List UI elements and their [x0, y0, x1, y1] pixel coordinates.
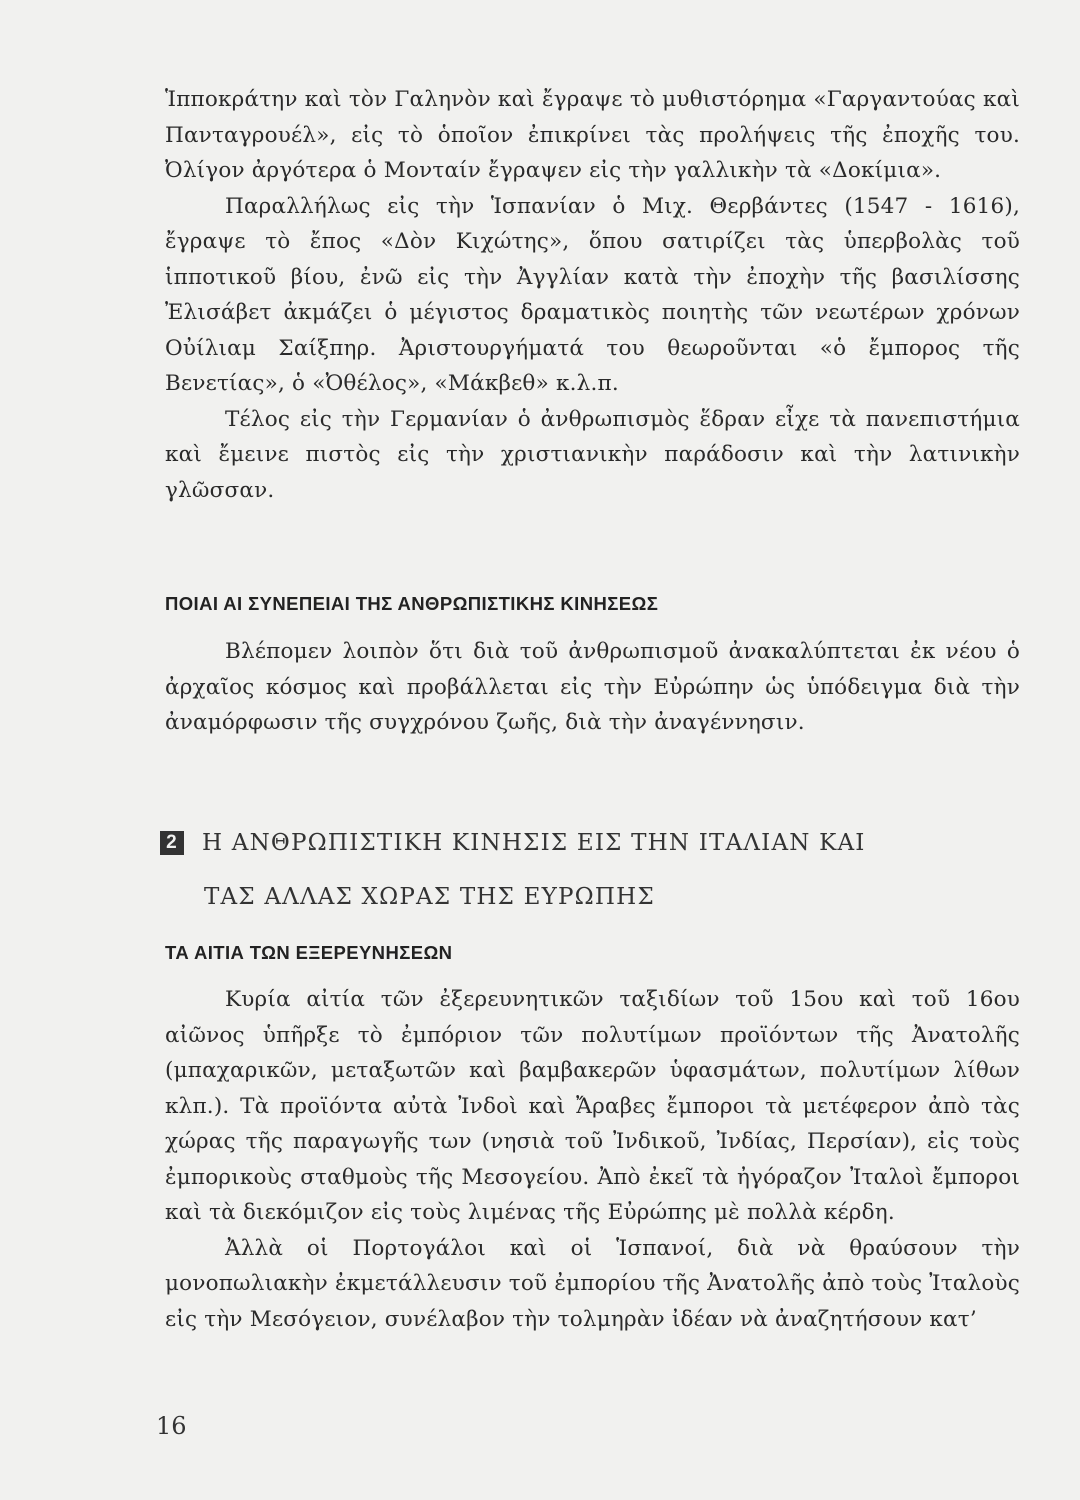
- chapter-title-line1-text: Η ΑΝΘΡΩΠΙΣΤΙΚΗ ΚΙΝΗΣΙΣ ΕΙΣ ΤΗΝ ΙΤΑΛΙΑΝ ΚΑΙ: [202, 830, 866, 856]
- chapter-number-badge: 2: [160, 831, 184, 855]
- page-number: 16: [156, 1412, 187, 1440]
- paragraph-germany: Τέλος εἰς τὴν Γερμανίαν ὁ ἀνθρωπισμὸς ἕδραν εἶχε τὰ πανεπιστήμια καὶ ἔμεινε πιστὸς εἰς τὴν χριστιανικὴν παράδοσιν καὶ τὴν λατινικὴν γλῶσσαν.: [165, 406, 1020, 503]
- text-block-causes: [165, 982, 1020, 1337]
- chapter-title-line1: [160, 830, 1020, 856]
- paragraph-causes: Κυρία αἰτία τῶν ἐξερευνητικῶν ταξιδίων τοῦ 15ου καὶ τοῦ 16ου αἰῶνος ὑπῆρξε τὸ ἐμπόριον τῶν πολυτίμων προϊόντων τῆς Ἀνατολῆς (μπαχαρικῶν, μεταξωτῶν καὶ βαμβακερῶν ὑφασμάτων, πολυτίμων λίθων κλπ.). Τὰ προϊόντα αὐτὰ Ἰνδοὶ καὶ Ἄραβες ἔμποροι τὰ μετέφερον ἀπὸ τὰς χώρας τῆς παραγωγῆς των (νησιὰ τοῦ Ἰνδικοῦ, Ἰνδίας, Περσίαν), εἰς τοὺς ἐμπορικοὺς σταθμοὺς τῆς Μεσογείου. Ἀπὸ ἐκεῖ τὰ ἠγόραζον Ἰταλοὶ ἔμποροι καὶ τὰ διεκόμιζον εἰς τοὺς λιμένας τῆς Εὐρώπης μὲ πολλὰ κέρδη.: [165, 987, 1020, 1225]
- paragraph-portuguese-spanish: Ἀλλὰ οἱ Πορτογάλοι καὶ οἱ Ἱσπανοί, διὰ νὰ θραύσουν τὴν μονοπωλιακὴν ἐκμετάλλευσιν τοῦ ἐμπορίου τῆς Ἀνατολῆς ἀπὸ τοὺς Ἰταλοὺς εἰς τὴν Μεσόγειον, συνέλαβον τὴν τολμηρὰν ἰδέαν νὰ ἀναζητήσουν κατ’: [165, 1235, 1020, 1332]
- paragraph-cervantes-shakespeare: Παραλλήλως εἰς τὴν Ἱσπανίαν ὁ Μιχ. Θερβάντες (1547 - 1616), ἔγραψε τὸ ἔπος «Δὸν Κιχώτης», ὅπου σατιρίζει τὰς ὑπερβολὰς τοῦ ἱπποτικοῦ βίου, ἐνῶ εἰς τὴν Ἀγγλίαν κατὰ τὴν ἐποχὴν τῆς βασιλίσσης Ἐλισάβετ ἀκμάζει ὁ μέγιστος δραματικὸς ποιητὴς τῶν νεωτέρων χρόνων Οὐίλιαμ Σαίξπηρ. Ἀριστουργήματά του θεωροῦνται «ὁ ἔμπορος τῆς Βενετίας», ὁ «Ὀθέλος», «Μάκβεθ» κ.λ.π.: [165, 193, 1020, 396]
- chapter-title-line2: ΤΑΣ ΑΛΛΑΣ ΧΩΡΑΣ ΤΗΣ ΕΥΡΩΠΗΣ: [204, 884, 655, 910]
- paragraph-rabelais: Ἱπποκράτην καὶ τὸν Γαληνὸν καὶ ἔγραψε τὸ μυθιστόρημα «Γαργαντούας καὶ Πανταγρουέλ», εἰς τὸ ὁποῖον ἐπικρίνει τὰς προλήψεις τῆς ἐποχῆς του. Ὀλίγον ἀργότερα ὁ Μονταίν ἔγραψεν εἰς τὴν γαλλικὴν τὰ «Δοκίμια».: [165, 87, 1020, 183]
- text-block-consequences: [165, 634, 1020, 741]
- heading-causes: ΤΑ ΑΙΤΙΑ ΤΩΝ ΕΞΕΡΕΥΝΗΣΕΩΝ: [165, 942, 453, 963]
- text-block-top: [165, 82, 1020, 508]
- chapter-heading: [160, 830, 1020, 910]
- paragraph-consequences: Βλέπομεν λοιπὸν ὅτι διὰ τοῦ ἀνθρωπισμοῦ ἀνακαλύπτεται ἐκ νέου ὁ ἀρχαῖος κόσμος καὶ προβάλλεται εἰς τὴν Εὐρώπην ὡς ὑπόδειγμα διὰ τὴν ἀναμόρφωσιν τῆς συγχρόνου ζωῆς, διὰ τὴν ἀναγέννησιν.: [165, 639, 1020, 735]
- heading-consequences: ΠΟΙΑΙ ΑΙ ΣΥΝΕΠΕΙΑΙ ΤΗΣ ΑΝΘΡΩΠΙΣΤΙΚΗΣ ΚΙΝΗΣΕΩΣ: [165, 593, 659, 614]
